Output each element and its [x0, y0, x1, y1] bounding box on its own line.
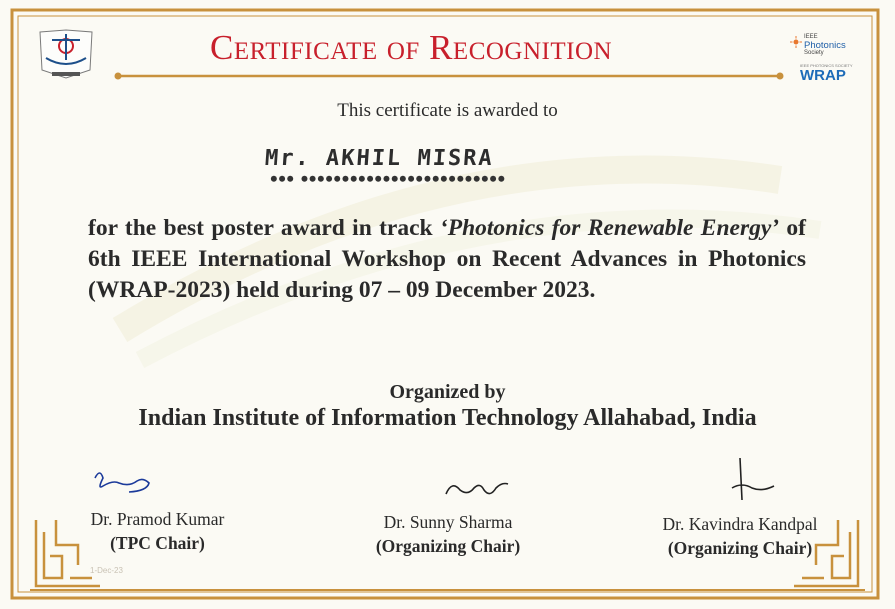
award-description: [88, 213, 806, 306]
organized-by-label: Organized by: [389, 381, 506, 403]
body-part-2: of 6th IEEE International Workshop on Recent Advances in Photonics (WRAP-2023) held during 07 – 09 December 2023.: [88, 215, 807, 303]
signatory-name-2: Dr. Sunny Sharma: [383, 512, 513, 532]
signatory-role-3: (Organizing Chair): [667, 538, 813, 558]
society-label: Society: [804, 50, 824, 56]
signatory-name-3: Dr. Kavindra Kandpal: [662, 514, 818, 534]
signature-kavindra: [732, 458, 774, 500]
awarded-to-line: This certificate is awarded to: [337, 100, 558, 121]
recipient-name: Mr. AKHIL MISRA: [264, 146, 495, 171]
date-stamp: 1-Dec-23: [90, 566, 123, 575]
iiit-emblem-icon: [40, 30, 92, 78]
signatory-role-2: (Organizing Chair): [375, 536, 521, 556]
ieee-label: IEEE: [804, 34, 818, 40]
signatory-name-1: Dr. Pramod Kumar: [90, 509, 225, 529]
track-name: ‘Photonics for Renewable Energy’: [439, 215, 780, 241]
signatory-role-1: (TPC Chair): [110, 533, 205, 553]
signature-pramod: [95, 473, 149, 492]
wrap-small-label: IEEE PHOTONICS SOCIETY: [800, 63, 853, 68]
photonics-label: Photonics: [804, 40, 846, 51]
sunburst-icon: [790, 36, 802, 48]
body-part-1: for the best poster award in track: [88, 215, 440, 241]
certificate-title: Certificate of Recognition: [210, 28, 613, 67]
ieee-photonics-logo: [790, 34, 860, 83]
institute-name: Indian Institute of Information Technology Allahabad, India: [138, 405, 757, 431]
recipient-dotted-line: ••• •••••••••••••••••••••••••: [270, 166, 506, 191]
signature-sunny: [446, 484, 508, 495]
wrap-logo: WRAP: [800, 67, 846, 84]
